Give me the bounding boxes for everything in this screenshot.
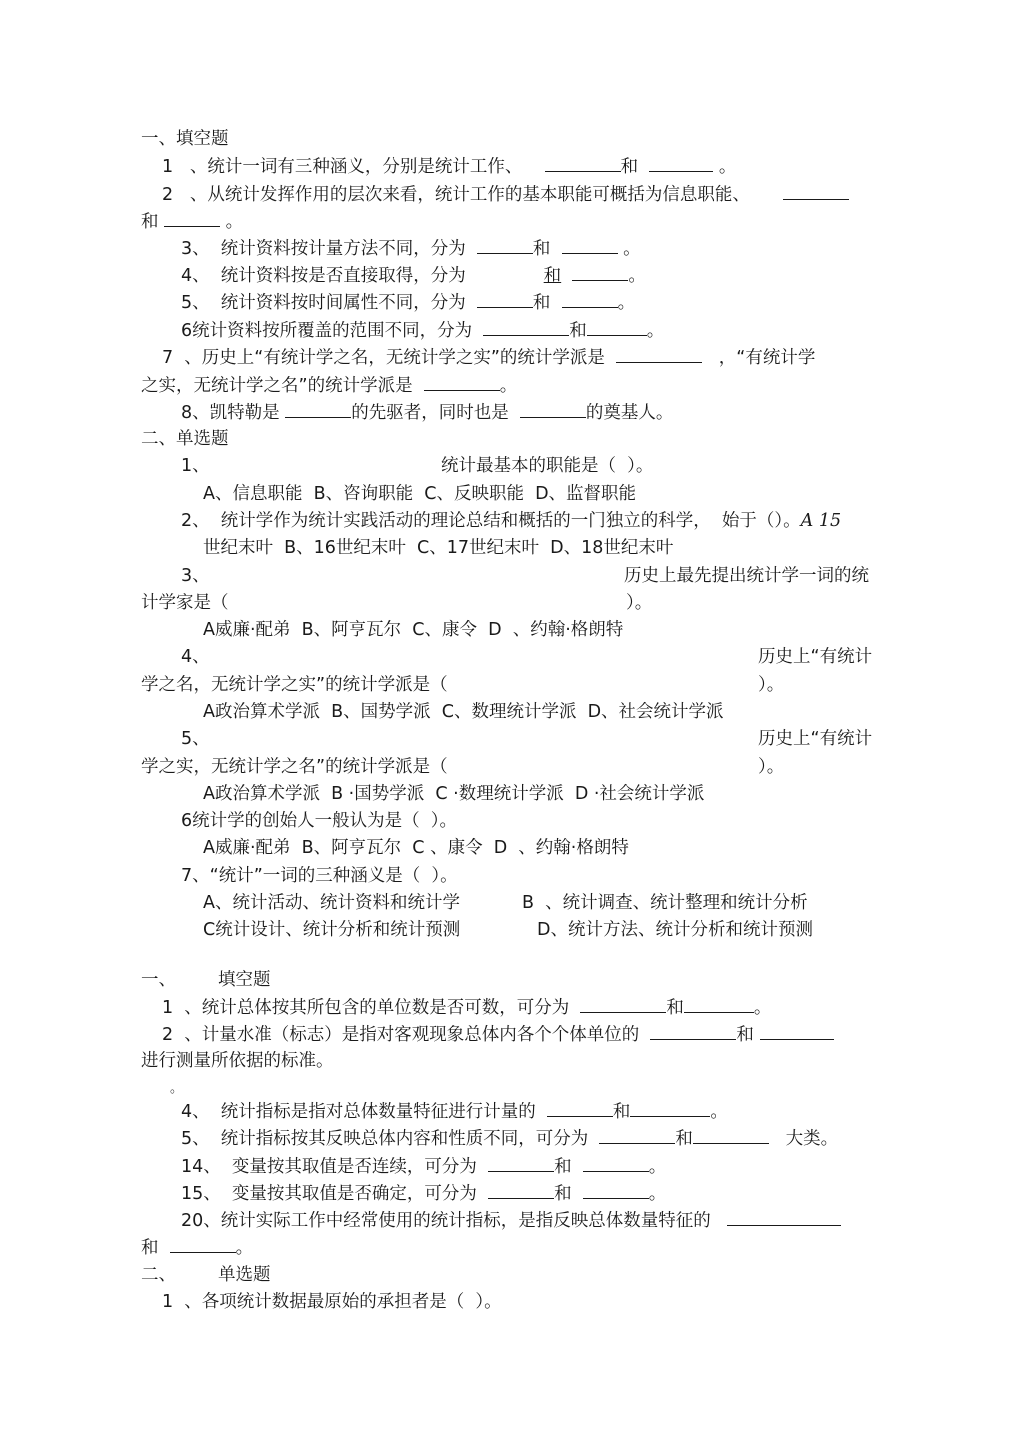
- question-continued: 计学家是（: [141, 593, 229, 613]
- answer-blank: [488, 1155, 554, 1172]
- question-continued: 之实，无统计学之名”的统计学派是 。: [141, 376, 518, 396]
- section-title: 一、填空题: [141, 129, 229, 149]
- question-options: 世纪末叶 B、16世纪末叶 C、17世纪末叶 D、18世纪末叶: [203, 538, 674, 558]
- question: 2、 统计学作为统计实践活动的理论总结和概括的一门独立的科学， 始于（）。A 15: [181, 511, 842, 531]
- question: 14、 变量按其取值是否连续，可分为 和 。: [181, 1157, 667, 1177]
- answer-blank: [783, 183, 849, 200]
- question-number: 1、: [181, 456, 210, 476]
- question: 6统计资料按所覆盖的范围不同，分为 和 。: [181, 321, 665, 341]
- question: 8、凯特勒是 的先驱者，同时也是 的奠基人。: [181, 403, 674, 423]
- question-continued: 和 。: [141, 1238, 254, 1258]
- question: 15、 变量按其取值是否确定，可分为 和 。: [181, 1184, 667, 1204]
- question-end: ）。: [758, 757, 785, 777]
- question: 7 、历史上“有统计学之名，无统计学之实”的统计学派是 ，“有统计学: [162, 348, 816, 368]
- answer-blank: [616, 346, 702, 363]
- question: 6统计学的创始人一般认为是（ ）。: [181, 811, 458, 831]
- section-title-number: 一、: [141, 970, 176, 990]
- answer-blank: [488, 1182, 554, 1199]
- section-title-number: 二、: [141, 1265, 176, 1285]
- question: 1 、各项统计数据最原始的承担者是（ ）。: [162, 1292, 502, 1312]
- answer-blank: [727, 1209, 841, 1226]
- question: 历史上最先提出统计学一词的统: [624, 566, 869, 586]
- question-option-d: D、统计方法、统计分析和统计预测: [537, 920, 813, 940]
- question-options: A政治算术学派 B ·国势学派 C ·数理统计学派 D ·社会统计学派: [203, 784, 705, 804]
- answer-blank: [580, 996, 666, 1013]
- answer-blank: [424, 374, 500, 391]
- question: 4、 统计指标是指对总体数量特征进行计量的 和 。: [181, 1102, 728, 1122]
- question-continued: 和 。: [141, 212, 244, 232]
- question-continued: 进行测量所依据的标准。: [141, 1051, 334, 1071]
- question: 2 、从统计发挥作用的层次来看，统计工作的基本职能可概括为信息职能、: [162, 183, 849, 206]
- stray-mark: 。: [170, 1081, 184, 1096]
- answer-blank: [599, 1127, 675, 1144]
- answer-blank: [684, 996, 754, 1013]
- question: 历史上“有统计: [758, 647, 873, 667]
- answer-blank: [650, 1023, 736, 1040]
- answer-blank: [477, 237, 533, 254]
- answer-blank: [164, 210, 220, 227]
- answer-blank: [562, 291, 618, 308]
- answer-blank: [285, 401, 351, 418]
- answer-blank: [477, 291, 533, 308]
- question-options: A威廉·配弟 B、阿亨瓦尔 C 、康令 D 、约翰·格朗特: [203, 838, 629, 858]
- answer-blank: [483, 319, 569, 336]
- question-options: A威廉·配弟 B、阿亨瓦尔 C、康令 D 、约翰·格朗特: [203, 620, 624, 640]
- question-continued: 学之实，无统计学之名”的统计学派是（: [141, 757, 448, 777]
- answer-blank: [520, 401, 586, 418]
- answer-blank: [562, 237, 618, 254]
- question-options: A、信息职能 B、咨询职能 C、反映职能 D、监督职能: [203, 484, 637, 504]
- question: 3、 统计资料按计量方法不同，分为 和 。: [181, 239, 641, 259]
- question-end: ）。: [758, 675, 785, 695]
- answer-blank: [587, 319, 647, 336]
- answer-blank: [649, 155, 713, 172]
- section-title: 单选题: [218, 1265, 271, 1285]
- question-option-c: C统计设计、统计分析和统计预测: [203, 920, 461, 940]
- answer-blank: [547, 1100, 613, 1117]
- question: 统计最基本的职能是（ ）。: [441, 456, 654, 476]
- answer-blank: [583, 1155, 649, 1172]
- question: 1 、统计总体按其所包含的单位数是否可数，可分为 和 。: [162, 998, 772, 1018]
- question: 20、统计实际工作中经常使用的统计指标，是指反映总体数量特征的: [181, 1209, 841, 1232]
- question-continued: 学之名，无统计学之实”的统计学派是（: [141, 675, 448, 695]
- section-title: 填空题: [218, 970, 271, 990]
- question: 2 、计量水准（标志）是指对客观现象总体内各个个体单位的 和: [162, 1023, 834, 1046]
- section-title: 二、单选题: [141, 429, 229, 449]
- question: 4、 统计资料按是否直接取得，分为 和 。: [181, 266, 646, 286]
- answer-blank: [693, 1127, 769, 1144]
- question-options: A政治算术学派 B、国势学派 C、数理统计学派 D、社会统计学派: [203, 702, 724, 722]
- question: 1 、统计一词有三种涵义，分别是统计工作、 和 。: [162, 157, 737, 177]
- question-option-b: B 、统计调查、统计整理和统计分析: [522, 893, 808, 913]
- question-number: 5、: [181, 729, 210, 749]
- question-end: ）。: [626, 593, 653, 613]
- answer-blank: [572, 264, 628, 281]
- answer-blank: [630, 1100, 710, 1117]
- answer-blank: [583, 1182, 649, 1199]
- question: 5、 统计指标按其反映总体内容和性质不同，可分为 和 大类。: [181, 1129, 839, 1149]
- question-number: 4、: [181, 647, 210, 667]
- question: 历史上“有统计: [758, 729, 873, 749]
- question-number: 3、: [181, 566, 210, 586]
- answer-blank: [545, 155, 621, 172]
- question: 7、“统计”一词的三种涵义是（ ）。: [181, 866, 458, 886]
- question: 5、 统计资料按时间属性不同，分为 和 。: [181, 293, 636, 313]
- question-option-a: A、统计活动、统计资料和统计学: [203, 893, 460, 913]
- answer-blank: [170, 1236, 236, 1253]
- answer-blank: [760, 1023, 834, 1040]
